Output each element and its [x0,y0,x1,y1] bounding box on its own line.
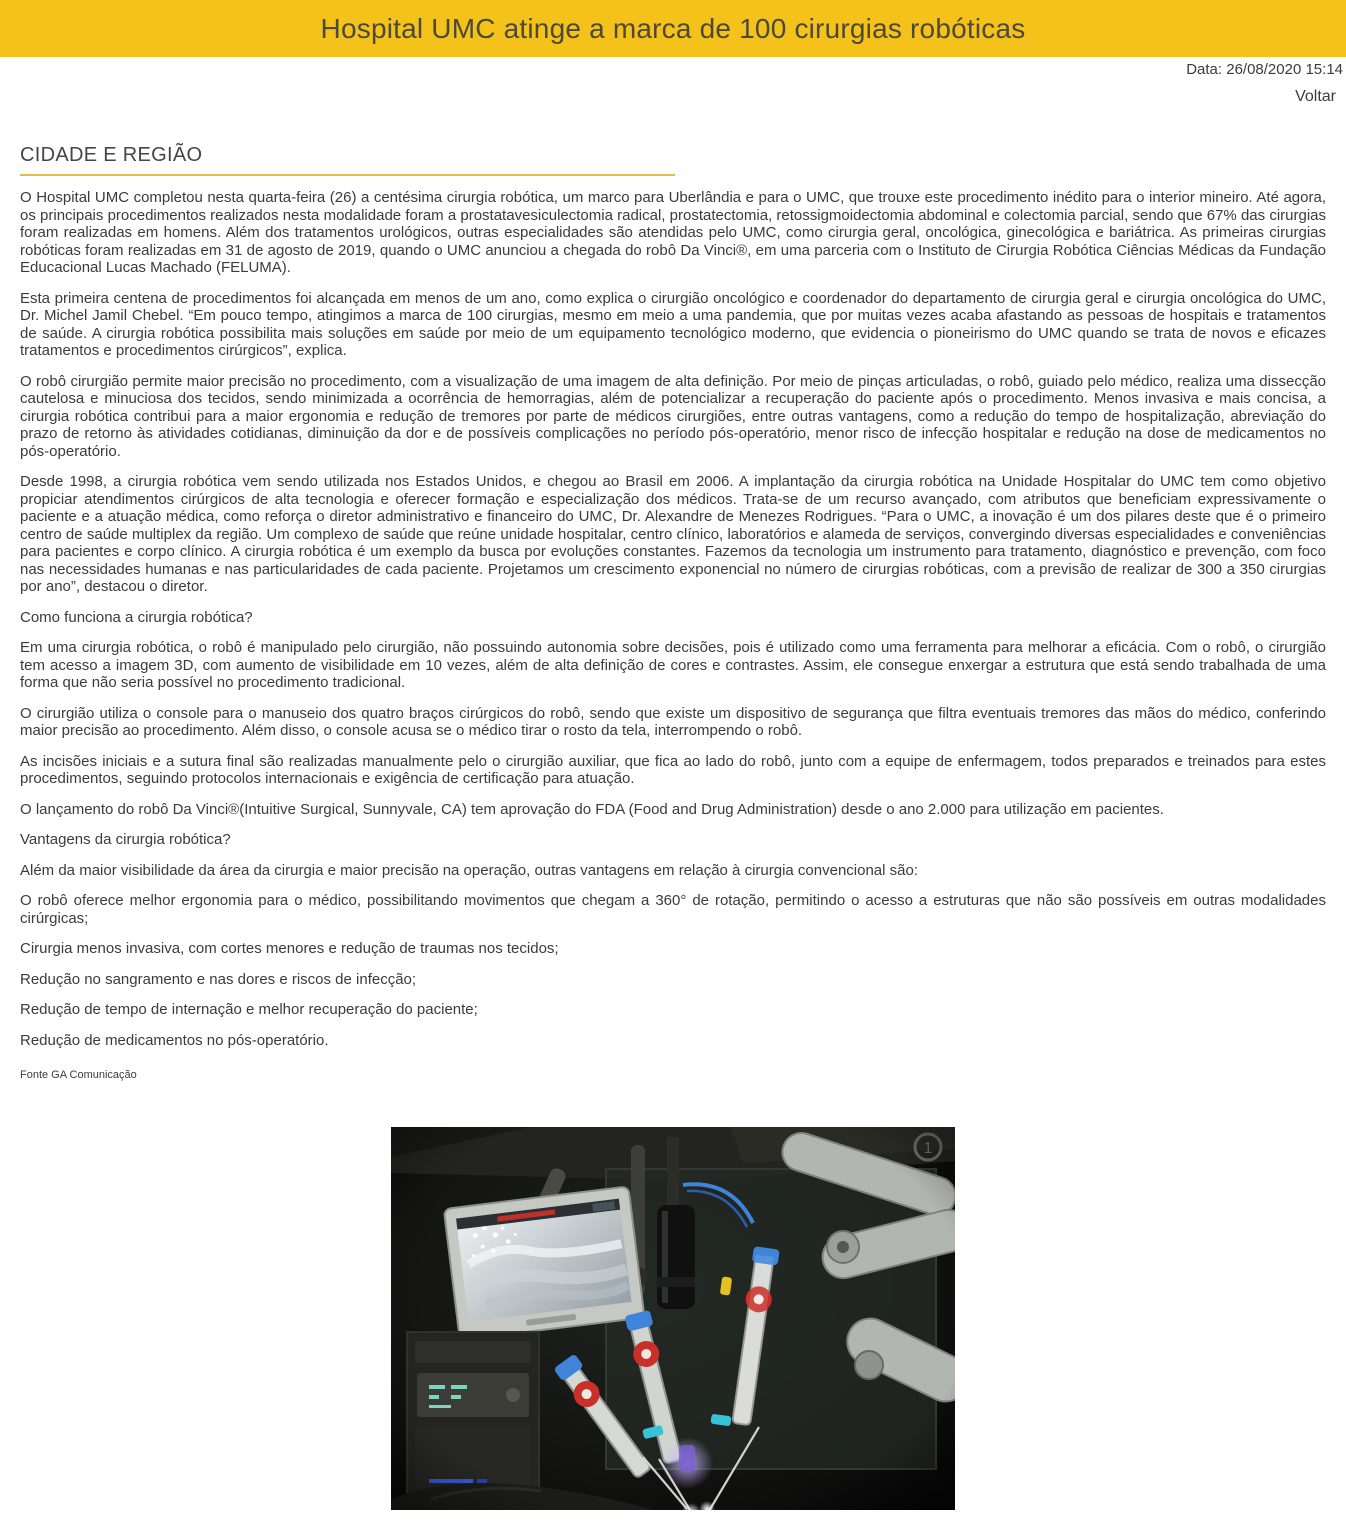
article-paragraph: As incisões iniciais e a sutura final são realizadas manualmente pelo o cirurgião auxiliar, que fica ao lado do robô, junto com a equipe de enfermagem, todos preparados e treinados para estes procedimentos, seguindo protocolos internacionais e exigência de certificação para atuação. [20,752,1326,787]
article-subheading: Vantagens da cirurgia robótica? [20,831,231,848]
surgical-robot-illustration [391,1127,955,1510]
article-paragraph: O Hospital UMC completou nesta quarta-feira (26) a centésima cirurgia robótica, um marco para Uberlândia e para o UMC, que trouxe este procedimento inédito para o interior mineiro. Até agora, os principais procedimentos realizados nesta modalidade foram a prostatavesiculectomia radical, prostatectomia, retossigmoidectomia abdominal e colectomia parcial, sendo que 67% das cirurgias foram realizadas em homens. Além dos tratamentos urológicos, outras especialidades são atendidas pelo UMC, como cirurgia geral, oncológica, ginecológica e bariátrica. As primeiras cirurgias robóticas foram realizadas em 31 de agosto de 2019, quando o UMC anunciou a chegada do robô Da Vinci®, em uma parceria com o Instituto de Cirurgia Robótica Ciências Médicas da Fundação Educacional Lucas Machado (FELUMA). [20,189,1326,276]
article-body [20,189,1326,1049]
article-paragraph: Desde 1998, a cirurgia robótica vem sendo utilizada nos Estados Unidos, e chegou ao Brasil em 2006. A implantação da cirurgia robótica na Unidade Hospitalar do UMC tem como objetivo propiciar atendimentos cirúrgicos de alta tecnologia e oferecer formação e especialização dos médicos. Trata-se de um recurso avançado, com atributos que beneficiam expressivamente o paciente e a atuação médica, como reforça o diretor administrativo e financeiro do UMC, Dr. Alexandre de Menezes Rodrigues. “Para o UMC, a inovação é um dos pilares deste que é o primeiro centro de saúde multiplex da região. Um complexo de saúde que reúne unidade hospitalar, centro clínico, laboratórios e alameda de serviços, convergindo diversas especialidades e conveniências para pacientes e corpo clínico. A cirurgia robótica é um exemplo da busca por evoluções constantes. Fazemos da tecnologia um instrumento para tratamento, diagnóstico e prevenção, com foco nas necessidades humanas e nas particularidades de cada paciente. Projetamos um crescimento exponencial no número de cirurgias robóticas, com a previsão de realizar de 300 a 350 cirurgias por ano”, destacou o diretor. [20,473,1326,595]
article-paragraph: Esta primeira centena de procedimentos foi alcançada em menos de um ano, como explica o cirurgião oncológico e coordenador do departamento de cirurgia geral e cirurgia oncológica do UMC, Dr. Michel Jamil Chebel. “Em pouco tempo, atingimos a marca de 100 cirurgias, mesmo em meio a uma pandemia, que por muitas vezes acaba afastando as pessoas de hospitais e tratamentos de saúde. A cirurgia robótica possibilita mais soluções em saúde por meio de um equipamento tecnológico moderno, que evidencia o pioneirismo do UMC quando se trata de novos e eficazes tratamentos e procedimentos cirúrgicos”, explica. [20,289,1326,359]
section-underline [20,174,675,176]
article-paragraph: O robô oferece melhor ergonomia para o médico, possibilitando movimentos que chegam a 360° de rotação, permitindo o acesso a estruturas que não são possíveis em outras modalidades cirúrgicas; [20,892,1326,927]
article-paragraph: Em uma cirurgia robótica, o robô é manipulado pelo cirurgião, não possuindo autonomia sobre decisões, pois é utilizado como uma ferramenta para melhorar a eficácia. Com o robô, o cirurgião tem acesso a imagem 3D, com aumento de visibilidade em 10 vezes, além de alta definição de cores e contrastes. Assim, ele consegue enxergar a estrutura que está sendo trabalhada de uma forma que não seria possível no procedimento tradicional. [20,639,1326,691]
back-link[interactable]: Voltar [1295,88,1336,105]
article-paragraph: Cirurgia menos invasiva, com cortes menores e redução de traumas nos tecidos; [20,940,559,957]
article-paragraph: Além da maior visibilidade da área da cirurgia e maior precisão na operação, outras vantagens em relação à cirurgia convencional são: [20,861,918,879]
page-title: Hospital UMC atinge a marca de 100 cirurgias robóticas [320,12,1026,44]
article-photo [391,1127,955,1510]
article-paragraph: O robô cirurgião permite maior precisão no procedimento, com a visualização de uma imagem de alta definição. Por meio de pinças articuladas, o robô, guiado pelo médico, realiza uma dissecção cautelosa e minuciosa dos tecidos, sendo minimizada a ocorrência de hemorragias, além de potencializar a recuperação do paciente após o procedimento. Menos invasiva e mais concisa, a cirurgia robótica contribui para a maior ergonomia e redução de tremores por parte de médicos cirurgiões, entre outras vantagens, como a redução do tempo de hospitalização, abreviação do prazo de retorno às atividades cotidianas, diminuição da dor e de possíveis complicações no período pós-operatório, menor risco de infecção hospitalar e redução na dose de medicamentos no pós-operatório. [20,372,1326,460]
article-date: Data: 26/08/2020 15:14 [1186,61,1343,78]
section-heading: CIDADE E REGIÃO [20,144,203,166]
article-paragraph: Redução de medicamentos no pós-operatório. [20,1031,329,1049]
article-paragraph: O lançamento do robô Da Vinci®(Intuitive Surgical, Sunnyvale, CA) tem aprovação do FDA (Food and Drug Administration) desde o ano 2.000 para utilização em pacientes. [20,800,1164,818]
meta-bar [0,57,1346,106]
article-paragraph: Redução no sangramento e nas dores e riscos de infecção; [20,970,417,988]
article-paragraph: O cirurgião utiliza o console para o manuseio dos quatro braços cirúrgicos do robô, sendo que existe um dispositivo de segurança que filtra eventuais tremores das mãos do médico, conferindo maior precisão ao procedimento. Além disso, o console acusa se o médico tirar o rosto da tela, interrompendo o robô. [20,704,1326,739]
article-source: Fonte GA Comunicação [20,1069,137,1081]
article-paragraph: Redução de tempo de internação e melhor recuperação do paciente; [20,1001,478,1018]
page-header [0,0,1346,57]
article-content [0,144,1346,1510]
article-subheading: Como funciona a cirurgia robótica? [20,608,253,626]
